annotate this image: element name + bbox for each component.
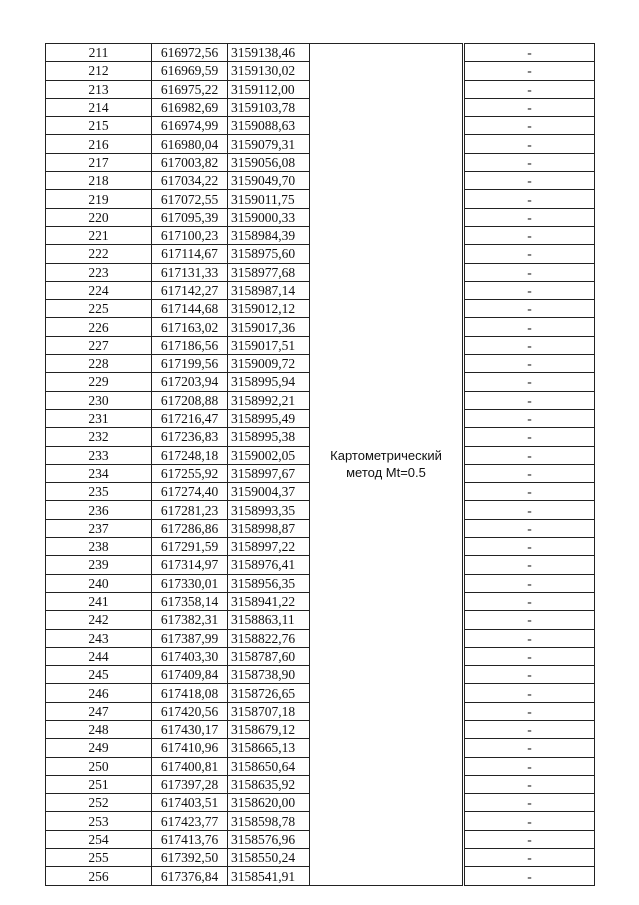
note-dash: - [465, 300, 595, 318]
note-dash: - [465, 263, 595, 281]
coordinate-y: 3158987,14 [228, 281, 310, 299]
coordinate-x: 617072,55 [152, 190, 228, 208]
coordinate-x: 617186,56 [152, 336, 228, 354]
note-dash: - [465, 428, 595, 446]
coordinate-x: 617418,08 [152, 684, 228, 702]
note-dash: - [465, 44, 595, 62]
note-dash: - [465, 867, 595, 885]
note-dash: - [465, 501, 595, 519]
coordinate-x: 617430,17 [152, 720, 228, 738]
coordinate-x: 617144,68 [152, 300, 228, 318]
point-number: 244 [46, 647, 152, 665]
coordinate-x: 617387,99 [152, 629, 228, 647]
note-dash: - [465, 153, 595, 171]
coordinate-x: 617034,22 [152, 172, 228, 190]
coordinate-x: 617203,94 [152, 373, 228, 391]
coordinate-y: 3159011,75 [228, 190, 310, 208]
note-dash: - [465, 666, 595, 684]
point-number: 255 [46, 849, 152, 867]
coordinate-y: 3158941,22 [228, 592, 310, 610]
coordinate-x: 617376,84 [152, 867, 228, 885]
point-number: 242 [46, 611, 152, 629]
point-number: 230 [46, 391, 152, 409]
point-number: 233 [46, 446, 152, 464]
coordinate-x: 617199,56 [152, 355, 228, 373]
note-dash: - [465, 172, 595, 190]
coordinate-y: 3158956,35 [228, 574, 310, 592]
note-dash: - [465, 684, 595, 702]
coordinate-y: 3158995,38 [228, 428, 310, 446]
coordinate-x: 617236,83 [152, 428, 228, 446]
coordinate-y: 3159017,51 [228, 336, 310, 354]
point-number: 227 [46, 336, 152, 354]
point-number: 221 [46, 226, 152, 244]
coordinate-y: 3158822,76 [228, 629, 310, 647]
coordinate-y: 3159017,36 [228, 318, 310, 336]
coordinate-x: 617003,82 [152, 153, 228, 171]
coordinate-x: 617403,51 [152, 794, 228, 812]
coordinates-table [45, 43, 595, 886]
coordinate-y: 3158541,91 [228, 867, 310, 885]
note-dash: - [465, 355, 595, 373]
note-dash: - [465, 318, 595, 336]
coordinate-x: 616980,04 [152, 135, 228, 153]
coordinate-y: 3158665,13 [228, 739, 310, 757]
point-number: 253 [46, 812, 152, 830]
coordinate-x: 617400,81 [152, 757, 228, 775]
coordinate-x: 617423,77 [152, 812, 228, 830]
coordinate-x: 617314,97 [152, 556, 228, 574]
coordinate-x: 616982,69 [152, 98, 228, 116]
coordinate-x: 617420,56 [152, 702, 228, 720]
coordinate-y: 3158863,11 [228, 611, 310, 629]
coordinate-y: 3158738,90 [228, 666, 310, 684]
coordinate-x: 617403,30 [152, 647, 228, 665]
point-number: 217 [46, 153, 152, 171]
note-dash: - [465, 98, 595, 116]
note-dash: - [465, 245, 595, 263]
note-dash: - [465, 519, 595, 537]
coordinate-x: 617095,39 [152, 208, 228, 226]
coordinate-x: 617208,88 [152, 391, 228, 409]
note-dash: - [465, 556, 595, 574]
point-number: 237 [46, 519, 152, 537]
point-number: 243 [46, 629, 152, 647]
coordinate-x: 617274,40 [152, 483, 228, 501]
coordinate-x: 617330,01 [152, 574, 228, 592]
note-dash: - [465, 391, 595, 409]
coordinate-y: 3159079,31 [228, 135, 310, 153]
coordinate-y: 3159103,78 [228, 98, 310, 116]
coordinate-y: 3158550,24 [228, 849, 310, 867]
note-dash: - [465, 208, 595, 226]
coordinate-y: 3158598,78 [228, 812, 310, 830]
coordinate-y: 3159004,37 [228, 483, 310, 501]
coordinate-x: 617291,59 [152, 538, 228, 556]
point-number: 231 [46, 409, 152, 427]
note-dash: - [465, 611, 595, 629]
point-number: 235 [46, 483, 152, 501]
note-dash: - [465, 592, 595, 610]
coordinate-x: 617286,86 [152, 519, 228, 537]
point-number: 216 [46, 135, 152, 153]
note-dash: - [465, 775, 595, 793]
note-dash: - [465, 80, 595, 98]
coordinate-y: 3159049,70 [228, 172, 310, 190]
coordinate-x: 617392,50 [152, 849, 228, 867]
point-number: 248 [46, 720, 152, 738]
coordinate-x: 617413,76 [152, 830, 228, 848]
note-dash: - [465, 446, 595, 464]
note-dash: - [465, 483, 595, 501]
note-dash: - [465, 281, 595, 299]
note-dash: - [465, 226, 595, 244]
point-number: 213 [46, 80, 152, 98]
coordinate-x: 617248,18 [152, 446, 228, 464]
coordinate-y: 3158726,65 [228, 684, 310, 702]
coordinate-y: 3158787,60 [228, 647, 310, 665]
note-dash: - [465, 812, 595, 830]
point-number: 251 [46, 775, 152, 793]
point-number: 254 [46, 830, 152, 848]
coordinate-y: 3158707,18 [228, 702, 310, 720]
coordinate-y: 3159002,05 [228, 446, 310, 464]
coordinate-x: 617114,67 [152, 245, 228, 263]
point-number: 224 [46, 281, 152, 299]
point-number: 245 [46, 666, 152, 684]
coordinate-y: 3159112,00 [228, 80, 310, 98]
coordinate-y: 3159009,72 [228, 355, 310, 373]
coordinate-x: 617255,92 [152, 464, 228, 482]
coordinate-x: 616972,56 [152, 44, 228, 62]
coordinate-x: 617409,84 [152, 666, 228, 684]
note-dash: - [465, 190, 595, 208]
coordinate-y: 3159012,12 [228, 300, 310, 318]
coordinate-x: 616969,59 [152, 62, 228, 80]
note-dash: - [465, 373, 595, 391]
note-dash: - [465, 757, 595, 775]
coordinate-y: 3158984,39 [228, 226, 310, 244]
note-dash: - [465, 629, 595, 647]
method-cell [310, 44, 463, 886]
coordinate-y: 3158976,41 [228, 556, 310, 574]
note-dash: - [465, 702, 595, 720]
coordinate-y: 3158620,00 [228, 794, 310, 812]
point-number: 212 [46, 62, 152, 80]
coordinate-x: 616974,99 [152, 117, 228, 135]
coordinate-y: 3158995,94 [228, 373, 310, 391]
point-number: 226 [46, 318, 152, 336]
coordinate-y: 3158997,22 [228, 538, 310, 556]
point-number: 250 [46, 757, 152, 775]
coordinate-y: 3159130,02 [228, 62, 310, 80]
note-dash: - [465, 647, 595, 665]
coordinate-x: 617142,27 [152, 281, 228, 299]
coordinate-y: 3158679,12 [228, 720, 310, 738]
point-number: 223 [46, 263, 152, 281]
coordinate-x: 616975,22 [152, 80, 228, 98]
point-number: 249 [46, 739, 152, 757]
coordinate-x: 617216,47 [152, 409, 228, 427]
coordinate-y: 3159000,33 [228, 208, 310, 226]
coordinate-y: 3158993,35 [228, 501, 310, 519]
coordinate-y: 3158975,60 [228, 245, 310, 263]
point-number: 211 [46, 44, 152, 62]
note-dash: - [465, 117, 595, 135]
coordinate-y: 3158977,68 [228, 263, 310, 281]
point-number: 240 [46, 574, 152, 592]
point-number: 225 [46, 300, 152, 318]
coordinate-y: 3158576,96 [228, 830, 310, 848]
note-dash: - [465, 464, 595, 482]
note-dash: - [465, 739, 595, 757]
coordinate-x: 617131,33 [152, 263, 228, 281]
point-number: 241 [46, 592, 152, 610]
note-dash: - [465, 830, 595, 848]
point-number: 256 [46, 867, 152, 885]
note-dash: - [465, 574, 595, 592]
point-number: 222 [46, 245, 152, 263]
coordinate-x: 617397,28 [152, 775, 228, 793]
note-dash: - [465, 135, 595, 153]
coordinate-y: 3158997,67 [228, 464, 310, 482]
point-number: 218 [46, 172, 152, 190]
note-dash: - [465, 336, 595, 354]
note-dash: - [465, 794, 595, 812]
coordinate-y: 3158650,64 [228, 757, 310, 775]
note-dash: - [465, 849, 595, 867]
point-number: 239 [46, 556, 152, 574]
point-number: 228 [46, 355, 152, 373]
coordinate-x: 617100,23 [152, 226, 228, 244]
point-number: 246 [46, 684, 152, 702]
point-number: 229 [46, 373, 152, 391]
point-number: 219 [46, 190, 152, 208]
point-number: 214 [46, 98, 152, 116]
point-number: 234 [46, 464, 152, 482]
coordinate-x: 617358,14 [152, 592, 228, 610]
coordinate-y: 3158635,92 [228, 775, 310, 793]
coordinate-y: 3159088,63 [228, 117, 310, 135]
coordinate-y: 3158995,49 [228, 409, 310, 427]
coordinate-y: 3159138,46 [228, 44, 310, 62]
coordinate-y: 3158998,87 [228, 519, 310, 537]
coordinate-x: 617163,02 [152, 318, 228, 336]
coordinate-y: 3159056,08 [228, 153, 310, 171]
note-dash: - [465, 62, 595, 80]
point-number: 220 [46, 208, 152, 226]
point-number: 232 [46, 428, 152, 446]
table-row [46, 44, 595, 62]
method-line-2: метод Mt=0.5 [346, 465, 426, 481]
point-number: 252 [46, 794, 152, 812]
point-number: 215 [46, 117, 152, 135]
note-dash: - [465, 538, 595, 556]
point-number: 238 [46, 538, 152, 556]
note-dash: - [465, 720, 595, 738]
point-number: 236 [46, 501, 152, 519]
coordinate-x: 617281,23 [152, 501, 228, 519]
point-number: 247 [46, 702, 152, 720]
note-dash: - [465, 409, 595, 427]
coordinate-y: 3158992,21 [228, 391, 310, 409]
table-body [46, 44, 595, 886]
coordinate-x: 617410,96 [152, 739, 228, 757]
method-line-1: Картометрический [330, 448, 442, 464]
coordinate-x: 617382,31 [152, 611, 228, 629]
